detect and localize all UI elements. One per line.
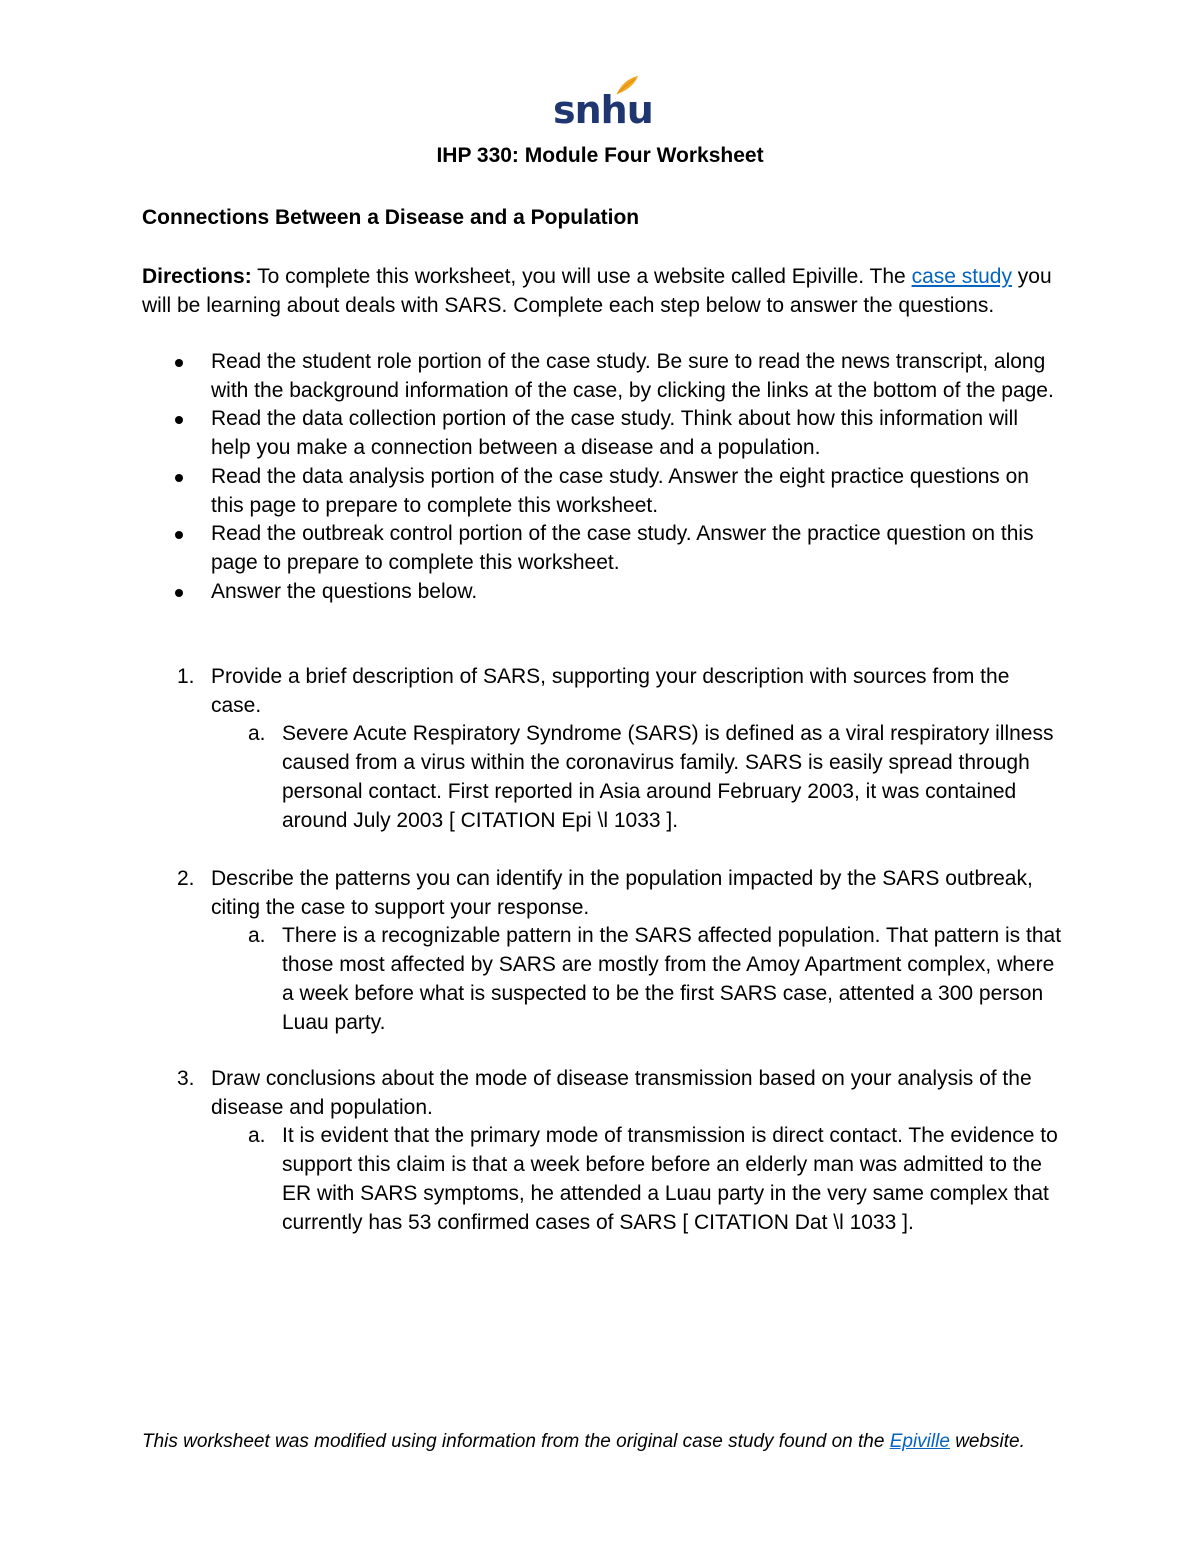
directions-text: To complete this worksheet, you will use a website called Epiville. The	[251, 265, 912, 288]
answer-letter: a.	[248, 924, 266, 948]
question-2	[142, 865, 1062, 1037]
directions-paragraph	[142, 262, 1062, 320]
answer-3	[248, 1122, 1062, 1237]
bullet-icon	[175, 359, 183, 367]
question-number: 1.	[177, 665, 195, 688]
answer-1	[248, 720, 1062, 835]
directions-text-end: you will be learning about deals with SARS. Complete each step below to answer the questions.	[142, 265, 1052, 317]
bullet-icon	[175, 416, 183, 424]
list-item	[142, 578, 1062, 607]
list-item-text: Read the student role portion of the case study. Be sure to read the news transcript, along with the background information of the case, by clicking the links at the bottom of the page.	[211, 350, 1054, 402]
list-item-text: Read the data analysis portion of the case study. Answer the eight practice questions on this page to prepare to complete this worksheet.	[211, 464, 1029, 517]
answer-text: There is a recognizable pattern in the SARS affected population. That pattern is that those most affected by SARS are mostly from the Amoy Apartment complex, where a week before what is suspected to be the first SARS case, attented a 300 person Luau party.	[282, 924, 1062, 1034]
answer-letter: a.	[248, 722, 266, 746]
bullet-icon	[175, 589, 183, 597]
logo-text: snhu	[553, 88, 653, 132]
answer-text: It is evident that the primary mode of transmission is direct contact. The evidence to support this claim is that a week before before an elderly man was admitted to the ER with SARS symptoms, he attended a Luau party in the very same complex that currently has 53 confirmed cases of SARS [ CITATION Dat \l 1033 ].	[282, 1124, 1058, 1234]
answer-letter: a.	[248, 1124, 266, 1148]
question-1	[142, 663, 1062, 835]
answer-text: Severe Acute Respiratory Syndrome (SARS) is defined as a viral respiratory illness caused from a virus within the coronavirus family. SARS is easily spread through personal contact. First reported in Asia around February 2003, it was contained around July 2003 [ CITATION Epi \l 1033 ].	[282, 722, 1054, 832]
question-text: Provide a brief description of SARS, supporting your description with sources from the case.	[211, 665, 1010, 717]
page-title: IHP 330: Module Four Worksheet	[436, 144, 764, 167]
question-number: 3.	[177, 1067, 195, 1090]
question-3	[142, 1065, 1062, 1237]
epiville-link[interactable]: Epiville	[889, 1431, 950, 1452]
question-text: Describe the patterns you can identify in the population impacted by the SARS outbreak, citing the case to support your response.	[211, 867, 1033, 919]
list-item-text: Read the data collection portion of the case study. Think about how this information will help you make a connection between a disease and a population.	[211, 407, 1019, 460]
list-item	[142, 463, 1062, 520]
list-item	[142, 520, 1062, 577]
footer-text: This worksheet was modified using information from the original case study found on the	[142, 1431, 890, 1452]
footer-note	[142, 1428, 1042, 1456]
footer-text-end: website.	[949, 1431, 1025, 1452]
list-item	[142, 405, 1062, 462]
snhu-logo	[553, 72, 653, 134]
answer-2	[248, 922, 1062, 1037]
question-number: 2.	[177, 867, 195, 890]
instructions-list	[142, 348, 1062, 606]
leaf-icon	[615, 74, 639, 96]
list-item-text: Read the outbreak control portion of the case study. Answer the practice question on this page to prepare to complete this worksheet.	[211, 522, 1034, 574]
case-study-link[interactable]: case study	[911, 265, 1012, 288]
question-text: Draw conclusions about the mode of disease transmission based on your analysis of the disease and population.	[211, 1067, 1032, 1119]
list-item	[142, 348, 1062, 405]
bullet-icon	[175, 531, 183, 539]
list-item-text: Answer the questions below.	[211, 579, 478, 603]
directions-label: Directions:	[142, 265, 252, 288]
bullet-icon	[175, 474, 183, 482]
section-heading: Connections Between a Disease and a Population	[142, 206, 640, 229]
